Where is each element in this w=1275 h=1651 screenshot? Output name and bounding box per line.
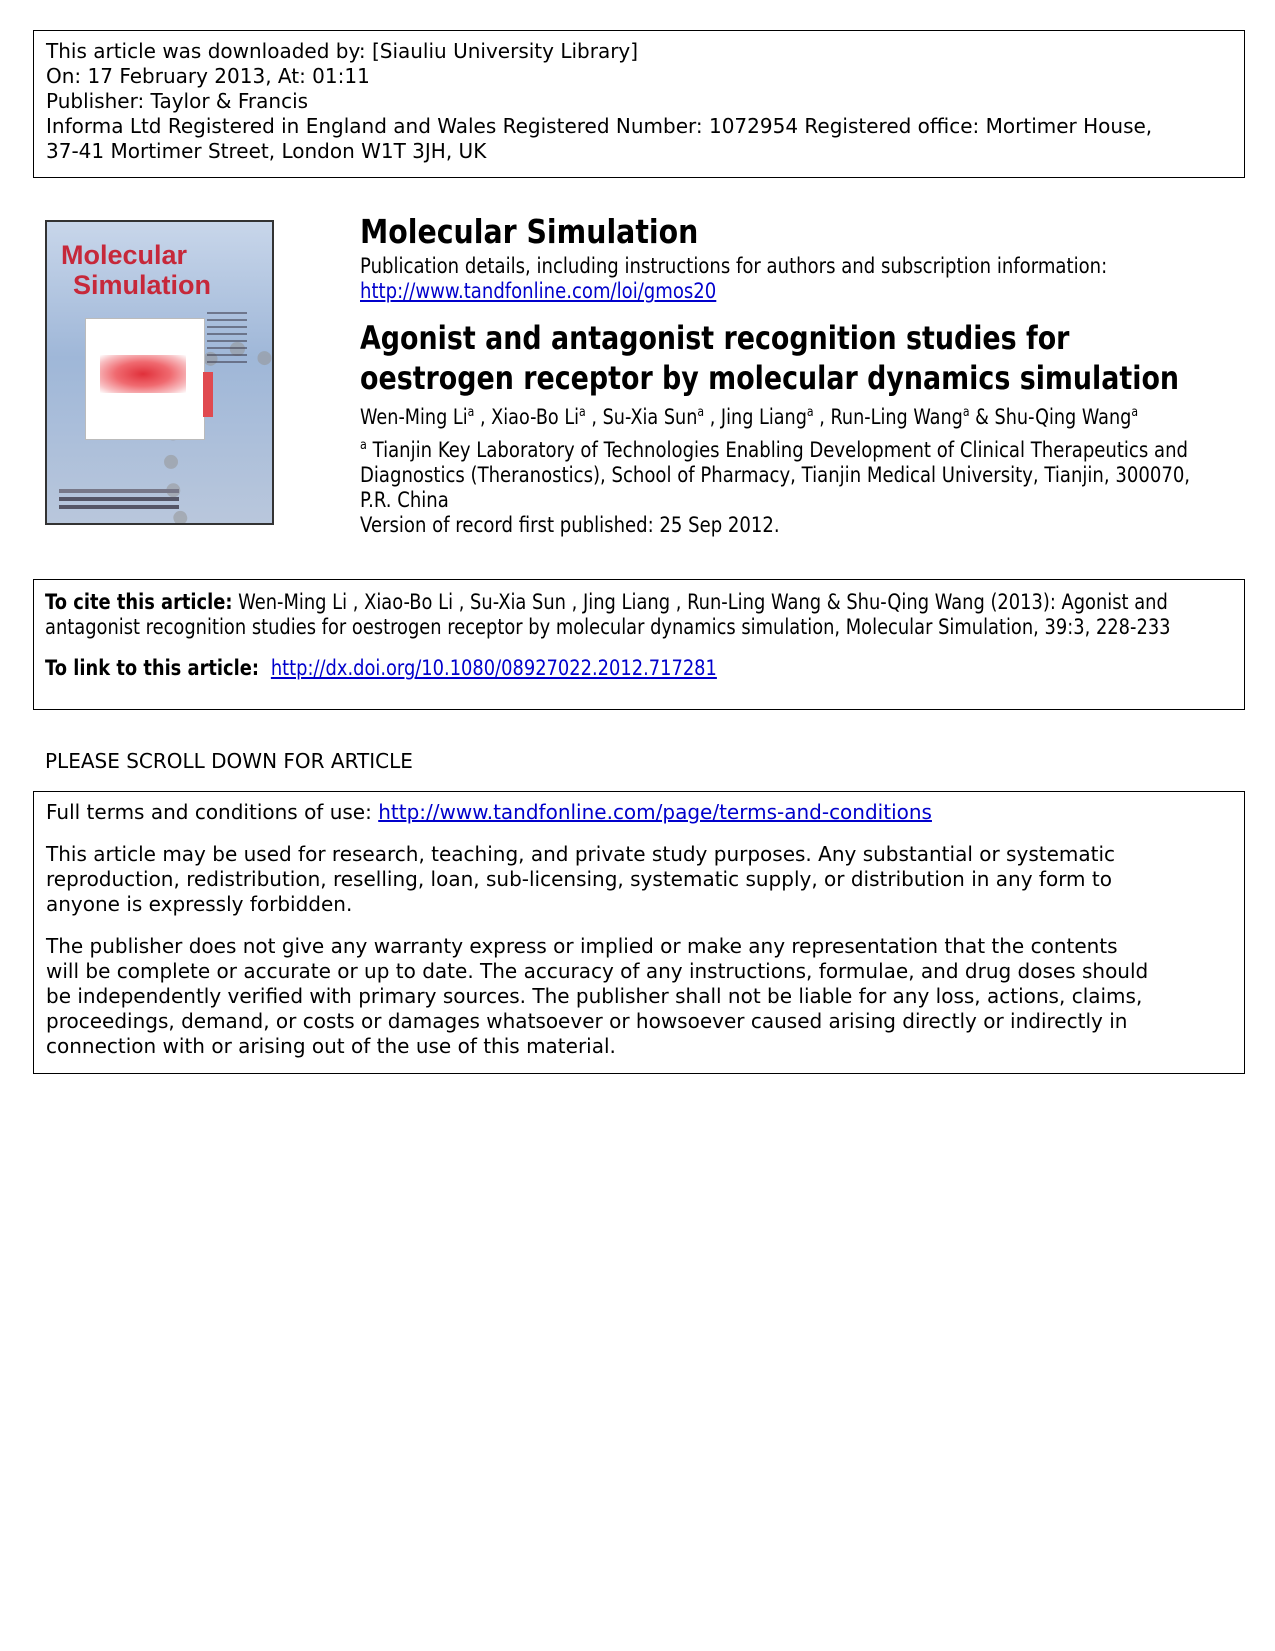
author-affiliation-marker: a	[1131, 405, 1139, 420]
journal-cover-image	[45, 220, 274, 525]
terms-link[interactable]: http://www.tandfonline.com/page/terms-and-conditions	[378, 800, 932, 824]
affiliation-line: $^a$ Tianjin Key Laboratory of Technologies Enabling Development of Clinical Therapeutics and	[360, 438, 1189, 462]
terms-paragraph-line: be independently verified with primary sources. The publisher shall not be liable for any loss, actions, claims,	[46, 984, 1143, 1008]
author-name: Wen-Ming Li	[360, 405, 468, 429]
terms-paragraph-line: proceedings, demand, or costs or damages whatsoever or howsoever caused arising directly or indirectly in	[46, 1009, 1128, 1033]
affiliation-line: P.R. China	[360, 488, 449, 512]
author-name: Su-Xia Sun	[602, 405, 698, 429]
author-affiliation-marker: a	[467, 405, 475, 420]
download-line: Publisher: Taylor & Francis	[46, 89, 309, 113]
article-title-line: Agonist and antagonist recognition studies for	[360, 319, 1070, 357]
citation-line: To cite this article: Wen-Ming Li , Xiao-Bo Li , Su-Xia Sun , Jing Liang , Run-Ling Wang & Shu-Qing Wang (2013): Agonist and	[45, 590, 1168, 614]
download-line: On: 17 February 2013, At: 01:11	[46, 64, 370, 88]
author-affiliation-marker: a	[806, 405, 814, 420]
cover-colorbar-graphic	[203, 372, 213, 417]
article-title-line: oestrogen receptor by molecular dynamics simulation	[360, 359, 1180, 397]
citation-box	[33, 579, 1245, 710]
cite-label: To cite this article:	[45, 590, 233, 614]
author-name: Shu-Qing Wang	[994, 405, 1132, 429]
affiliation-line: Diagnostics (Theranostics), School of Pharmacy, Tianjin Medical University, Tianjin, 300070,	[360, 463, 1191, 487]
download-info-box	[33, 30, 1245, 178]
cover-editor-text-graphic	[207, 312, 247, 367]
scroll-notice: PLEASE SCROLL DOWN FOR ARTICLE	[45, 749, 413, 773]
author-name: Run-Ling Wang	[830, 405, 963, 429]
author-affiliation-marker: a	[962, 405, 970, 420]
affiliation-marker: a	[360, 438, 367, 453]
author-affiliation-marker: a	[579, 405, 586, 420]
download-line: Informa Ltd Registered in England and Wales Registered Number: 1072954 Registered office: Mortimer House,	[46, 114, 1153, 138]
terms-label: Full terms and conditions of use:	[46, 800, 379, 824]
publication-details: Publication details, including instructions for authors and subscription information:	[360, 254, 1108, 278]
doi-link[interactable]: http://dx.doi.org/10.1080/08927022.2012.717281	[270, 656, 717, 680]
cover-heatmap-graphic	[100, 355, 186, 393]
author-list: Wen-Ming Li$^a$ , Xiao-Bo Li$^a$ , Su-Xia Sun$^a$ , Jing Liang$^a$ , Run-Ling Wang$^a$ & Shu-Qing Wang$^a$	[360, 405, 1139, 429]
terms-line	[46, 800, 1232, 825]
article-link-line	[45, 656, 717, 680]
cover-footer-graphic	[59, 505, 179, 509]
download-line: 37-41 Mortimer Street, London W1T 3JH, UK	[46, 139, 487, 163]
citation-line: antagonist recognition studies for oestrogen receptor by molecular dynamics simulation, Molecular Simulation, 39:3, 228-233	[45, 615, 1171, 639]
terms-paragraph-line: anyone is expressly forbidden.	[46, 892, 353, 916]
cover-plot-graphic	[85, 318, 205, 440]
terms-paragraph-line: connection with or arising out of the use of this material.	[46, 1034, 616, 1058]
journal-title: Molecular Simulation	[360, 212, 699, 251]
version-of-record: Version of record first published: 25 Sep 2012.	[360, 513, 780, 537]
link-label: To link to this article:	[45, 656, 266, 680]
cover-title: Molecular Simulation	[61, 240, 212, 300]
terms-paragraph-line: The publisher does not give any warranty express or implied or make any representation that the contents	[46, 934, 1118, 958]
terms-paragraph-line: This article may be used for research, teaching, and private study purposes. Any substantial or systematic	[46, 842, 1116, 866]
author-name: Jing Liang	[720, 405, 807, 429]
terms-paragraph-line: will be complete or accurate or up to date. The accuracy of any instructions, formulae, and drug doses should	[46, 959, 1149, 983]
download-line: This article was downloaded by: [Siauliu University Library]	[46, 39, 639, 63]
terms-box	[33, 791, 1245, 1074]
journal-url-link[interactable]: http://www.tandfonline.com/loi/gmos20	[360, 279, 717, 303]
author-affiliation-marker: a	[697, 405, 705, 420]
author-name: Xiao-Bo Li	[491, 405, 580, 429]
terms-paragraph-line: reproduction, redistribution, reselling, loan, sub-licensing, systematic supply, or distribution in any form to	[46, 867, 1112, 891]
